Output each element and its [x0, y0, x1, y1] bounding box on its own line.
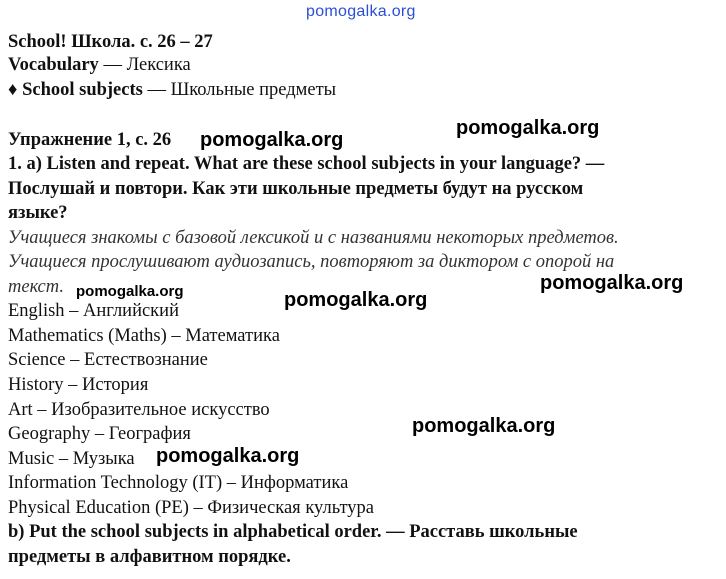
watermark: pomogalka.org [456, 117, 600, 139]
task-a-line-1: 1. а) Listen and repeat. What are these school subjects in your language? — [8, 154, 605, 174]
vocabulary-translation: — Лексика [98, 55, 191, 75]
exercise-heading: Упражнение 1, с. 26 [8, 130, 172, 150]
subject-item: Science – Естествознание [8, 350, 208, 370]
watermark-top: pomogalka.org [306, 3, 416, 20]
watermark: pomogalka.org [156, 445, 300, 467]
task-b-line-2: предметы в алфавитном порядке. [8, 547, 291, 567]
teacher-note-line-2: Учащиеся прослушивают аудиозапись, повторяют за диктором с опорой на [8, 252, 615, 272]
subject-item: English – Английский [8, 301, 179, 321]
subject-item: History – История [8, 375, 149, 395]
subject-item: Music – Музыка [8, 449, 135, 469]
subject-item: Physical Education (PE) – Физическая культура [8, 498, 374, 518]
task-b-line-1: b) Put the school subjects in alphabetical order. — Расставь школьные [8, 522, 578, 542]
task-a-line-2: Послушай и повтори. Как эти школьные предметы будут на русском [8, 179, 584, 199]
watermark: pomogalka.org [284, 289, 428, 311]
subject-item: Geography – География [8, 424, 191, 444]
vocabulary-heading [8, 53, 191, 77]
watermark: pomogalka.org [76, 283, 184, 300]
vocabulary-label: Vocabulary [8, 55, 99, 75]
page-title: School! Школа. с. 26 – 27 [8, 32, 213, 52]
watermark: pomogalka.org [540, 272, 684, 294]
subject-item: Mathematics (Maths) – Математика [8, 326, 280, 346]
teacher-note-line-1: Учащиеся знакомы с базовой лексикой и с названиями некоторых предметов. [8, 228, 619, 248]
teacher-note-line-3: текст. [8, 277, 64, 297]
subjects-translation: — Школьные предметы [142, 80, 337, 100]
watermark: pomogalka.org [200, 129, 344, 151]
subjects-heading [8, 78, 336, 102]
subject-item: Information Technology (IT) – Информатика [8, 473, 349, 493]
watermark: pomogalka.org [412, 415, 556, 437]
task-a-line-3: языке? [8, 203, 68, 223]
subject-item: Art – Изобразительное искусство [8, 400, 270, 420]
subjects-label: ♦ School subjects [8, 80, 143, 100]
